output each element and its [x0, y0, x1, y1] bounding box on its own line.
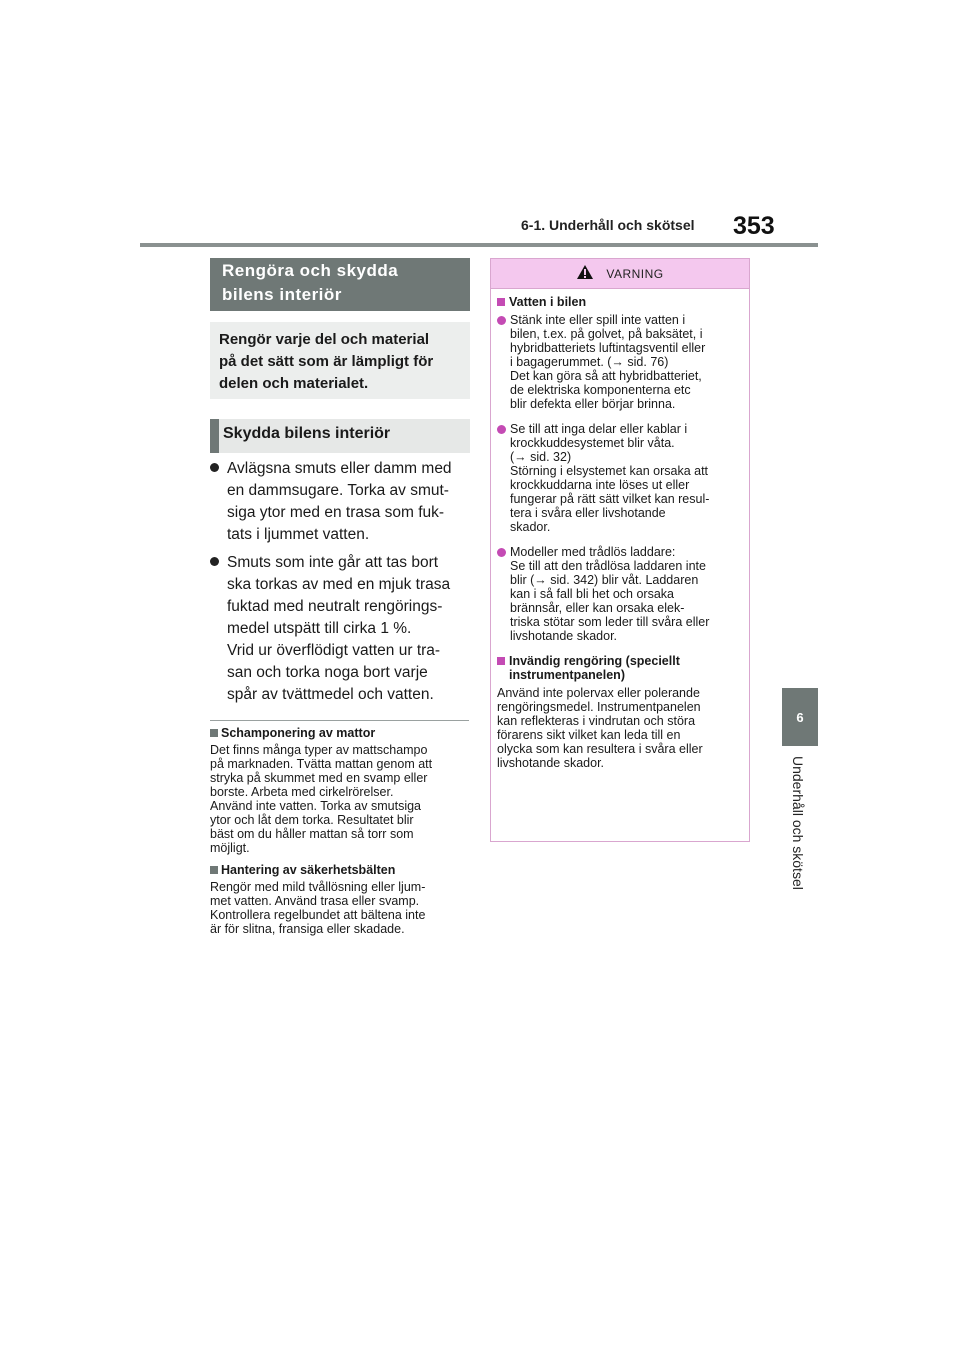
- warning-line: krockkuddesystemet blir våta.: [510, 436, 675, 450]
- bullet-line: Vrid ur överflödigt vatten ur tra-: [227, 642, 441, 659]
- notes-divider: [210, 720, 469, 721]
- note-line: borste. Arbeta med cirkelrörelser.: [210, 785, 394, 799]
- bullet-line: spår av tvättmedel och vatten.: [227, 686, 434, 703]
- note-body: [210, 880, 472, 936]
- warning-line: skador.: [510, 520, 551, 534]
- note-line: ytor och låt dem torka. Resultatet blir: [210, 813, 414, 827]
- intro-line: delen och materialet.: [219, 375, 369, 392]
- note-line: stryka på skummet med en svamp eller: [210, 771, 428, 785]
- warning-section-title-text: Vatten i bilen: [509, 295, 587, 309]
- bullet-line: tats i ljummet vatten.: [227, 526, 370, 543]
- warning-line: brännsår, eller kan orsaka elek-: [510, 601, 685, 615]
- bullet-line: Smuts som inte går att tas bort: [227, 554, 439, 571]
- note-title: [210, 726, 472, 740]
- intro-line: Rengör varje del och material: [219, 331, 430, 348]
- sub-heading: Skydda bilens interiör: [210, 419, 470, 453]
- warning-line: tera i svåra eller livshotande: [510, 506, 666, 520]
- warning-line: blir defekta eller börjar brinna.: [510, 397, 676, 411]
- page-number: 353: [733, 212, 775, 240]
- warning-content: [491, 289, 749, 770]
- warning-line: Stänk inte eller spill inte vatten i: [510, 313, 686, 327]
- warning-section-title-text: instrumentpanelen): [509, 668, 625, 682]
- warning-line: Det kan göra så att hybridbatteriet,: [510, 369, 702, 383]
- warning-line: Se till att inga delar eller kablar i: [510, 422, 688, 436]
- chapter-tab-label: Underhåll och skötsel: [790, 756, 806, 890]
- warning-line: triska stötar som leder till svåra eller: [510, 615, 710, 629]
- intro-line: på det sätt som är lämpligt för: [219, 353, 434, 370]
- chapter-tab-number: 6: [782, 688, 818, 746]
- warning-line: Störning i elsystemet kan orsaka att: [510, 464, 709, 478]
- note-line: met vatten. Använd trasa eller svamp.: [210, 894, 420, 908]
- bullet-dot-icon: [497, 548, 506, 557]
- note-title-text: Schamponering av mattor: [221, 726, 376, 740]
- bullet-line: ska torkas av med en mjuk trasa: [227, 576, 451, 593]
- warning-line: de elektriska komponenterna etc: [510, 383, 691, 397]
- warning-section-title: [497, 295, 743, 309]
- bullet-item: [210, 458, 472, 546]
- bullet-line: fuktad med neutralt rengörings-: [227, 598, 443, 615]
- warning-line: krockkuddarna inte löses ut eller: [510, 478, 690, 492]
- warning-section-body: [497, 686, 743, 770]
- bullet-line: san och torka noga bort varje: [227, 664, 428, 681]
- warning-line: kan reflekteras i vindrutan och störa: [497, 714, 696, 728]
- warning-line: Modeller med trådlös laddare:: [510, 545, 676, 559]
- bullet-dot-icon: [210, 463, 219, 472]
- warning-line: livshotande skador.: [497, 756, 605, 770]
- bullet-line: medel utspätt till cirka 1 %.: [227, 620, 412, 637]
- bullet-item: [210, 552, 472, 706]
- warning-line: kan i så fall bli het och orsaka: [510, 587, 674, 601]
- warning-triangle-icon: [576, 264, 594, 283]
- warning-line: fungerar på rätt sätt vilket kan resul-: [510, 492, 710, 506]
- warning-line: hybridbatteriets luftintagsventil eller: [510, 341, 706, 355]
- warning-label: VARNING: [606, 266, 664, 281]
- bullet-line: en dammsugare. Torka av smut-: [227, 482, 449, 499]
- note-line: bäst om du håller mattan så torr som: [210, 827, 414, 841]
- notes: [210, 726, 472, 944]
- bullet-list: [210, 458, 472, 712]
- bullet-dot-icon: [210, 557, 219, 566]
- square-bullet-icon: [497, 657, 505, 665]
- note-line: Använd inte vatten. Torka av smutsiga: [210, 799, 421, 813]
- warning-line: (→ sid. 32): [510, 450, 572, 464]
- warning-line: rengöringsmedel. Instrumentpanelen: [497, 700, 701, 714]
- warning-line: olycka som kan resultera i svåra eller: [497, 742, 703, 756]
- section-title-line: Rengöra och skydda: [222, 261, 399, 280]
- intro-box: [210, 322, 470, 399]
- header-divider: [140, 243, 818, 247]
- note-body: [210, 743, 472, 855]
- bullet-line: siga ytor med en trasa som fuk-: [227, 504, 445, 521]
- bullet-dot-icon: [497, 316, 506, 325]
- note-line: möjligt.: [210, 841, 250, 855]
- square-bullet-icon: [210, 729, 218, 737]
- section-title: [210, 258, 470, 311]
- note-title: [210, 863, 472, 877]
- section-title-line: bilens interiör: [222, 285, 342, 304]
- warning-line: Använd inte polervax eller polerande: [497, 686, 700, 700]
- warning-item: [497, 422, 743, 534]
- note-line: på marknaden. Tvätta mattan genom att: [210, 757, 433, 771]
- note-line: är för slitna, fransiga eller skadade.: [210, 922, 405, 936]
- warning-header: [491, 259, 749, 289]
- warning-line: förarens sikt vilket kan leda till en: [497, 728, 681, 742]
- warning-box: [490, 258, 750, 842]
- warning-item: [497, 545, 743, 643]
- warning-line: Se till att den trådlösa laddaren inte: [510, 559, 706, 573]
- warning-section-title-text: Invändig rengöring (speciellt: [509, 654, 680, 668]
- warning-line: livshotande skador.: [510, 629, 618, 643]
- warning-line: bilen, t.ex. på golvet, på baksätet, i: [510, 327, 703, 341]
- warning-section-title: [497, 654, 743, 682]
- section-header: 6-1. Underhåll och skötsel: [521, 217, 695, 233]
- note-line: Rengör med mild tvållösning eller ljum-: [210, 880, 426, 894]
- square-bullet-icon: [210, 866, 218, 874]
- note-line: Det finns många typer av mattschampo: [210, 743, 428, 757]
- square-bullet-icon: [497, 298, 505, 306]
- note-title-text: Hantering av säkerhetsbälten: [221, 863, 396, 877]
- warning-item: [497, 313, 743, 411]
- warning-line: i bagagerummet. (→ sid. 76): [510, 355, 669, 369]
- warning-line: blir (→ sid. 342) blir våt. Laddaren: [510, 573, 699, 587]
- bullet-dot-icon: [497, 425, 506, 434]
- note-line: Kontrollera regelbundet att bältena inte: [210, 908, 426, 922]
- bullet-line: Avlägsna smuts eller damm med: [227, 460, 452, 477]
